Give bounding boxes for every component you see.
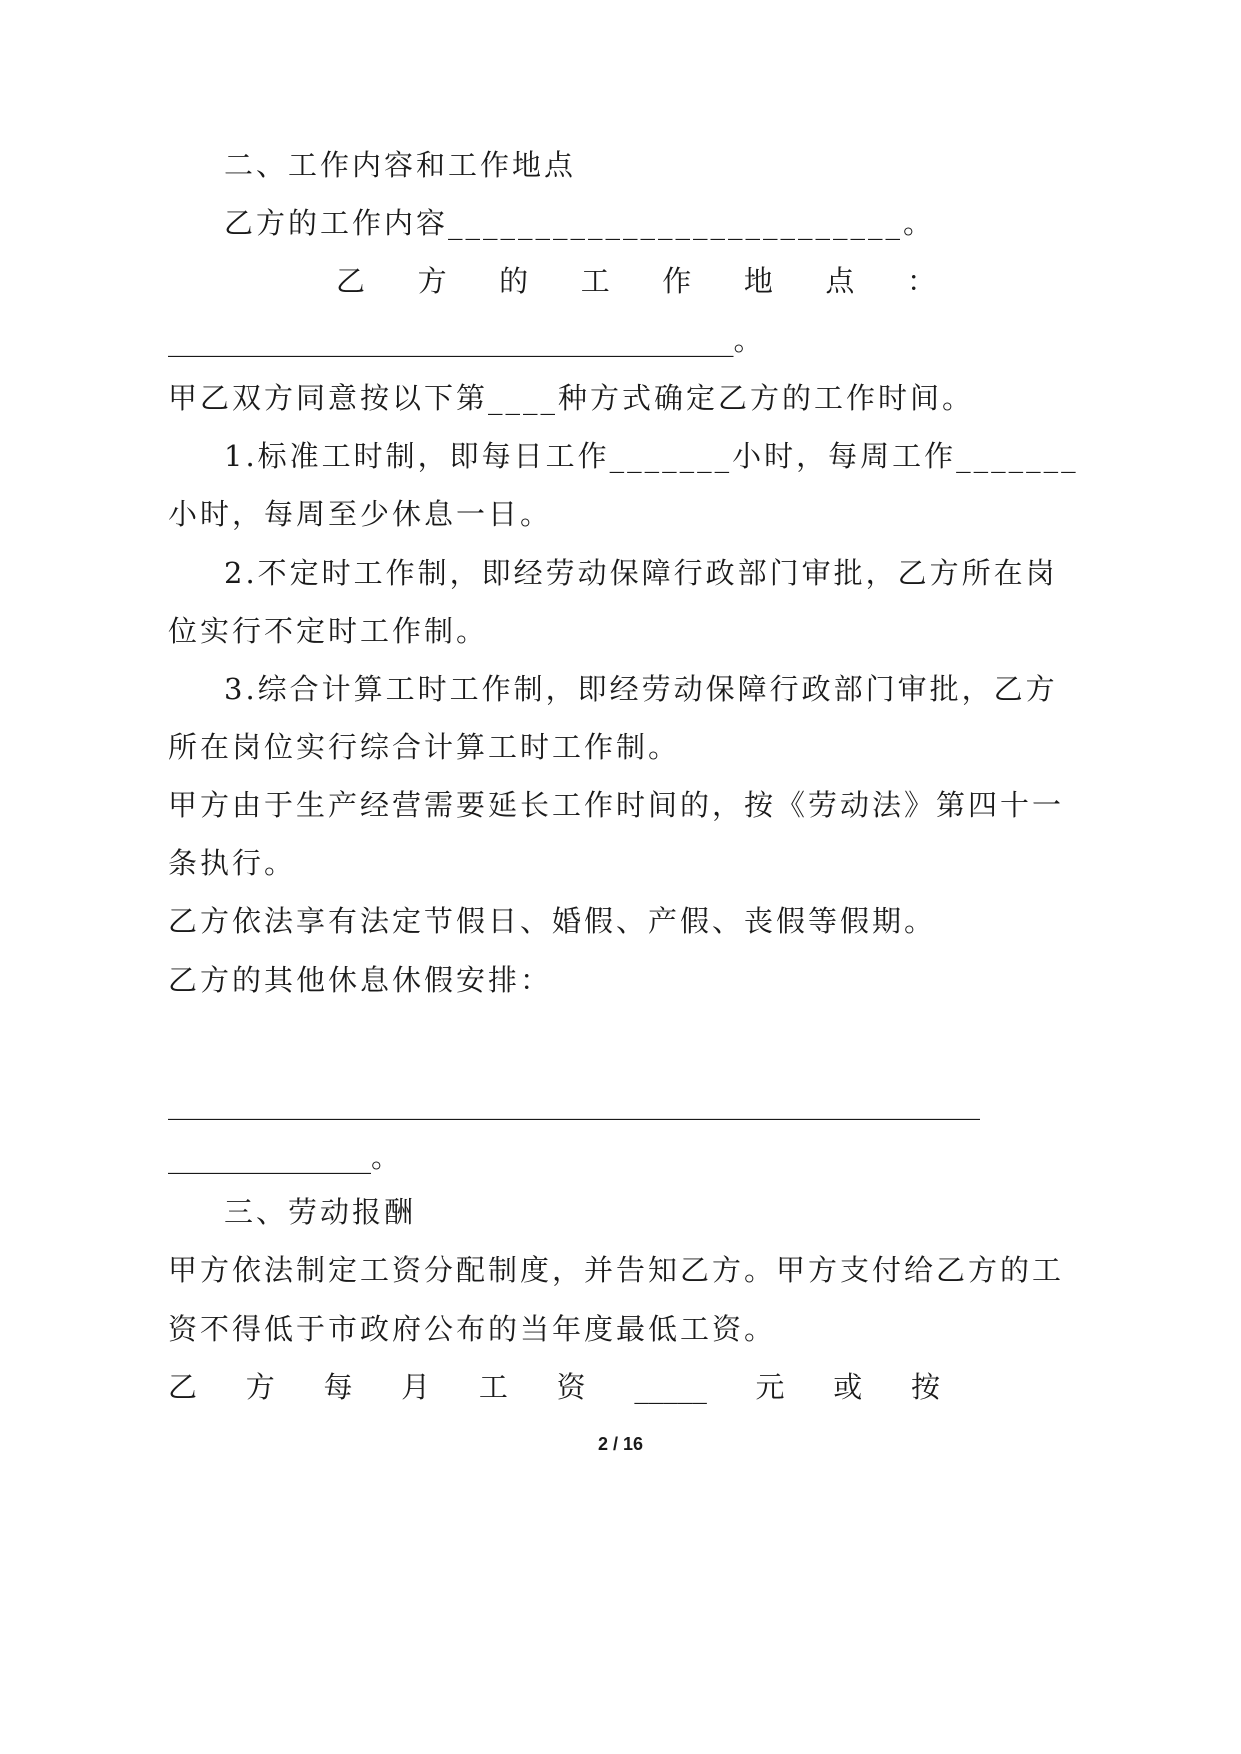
char: 的 <box>499 264 529 298</box>
char: 乙 <box>168 1370 198 1404</box>
monthly-wage-line <box>168 1367 940 1407</box>
wage-line-1: 甲方依法制定工资分配制度，并告知乙方。甲方支付给乙方的工 <box>168 1253 1065 1287</box>
page-number: 2 / 16 <box>597 1434 644 1454</box>
item-1-line-1: 1.标准工时制，即每日工作_______小时，每周工作_______ <box>224 439 1079 473</box>
work-content-line: 乙方的工作内容__________________________。 <box>224 206 936 240</box>
char: 按 <box>910 1370 940 1404</box>
blank-line-short: ______________。 <box>168 1140 401 1174</box>
wage-blank: _____ <box>634 1370 707 1404</box>
char: 月 <box>401 1370 431 1404</box>
char: 地 <box>743 264 773 298</box>
item-3-line-2: 所在岗位实行综合计算工时工作制。 <box>168 730 681 764</box>
char: 乙 <box>336 264 366 298</box>
char: 元 <box>755 1370 785 1404</box>
overtime-line-1: 甲方由于生产经营需要延长工作时间的，按《劳动法》第四十一 <box>168 788 1065 822</box>
wage-line-2: 资不得低于市政府公布的当年度最低工资。 <box>168 1312 777 1346</box>
char: 工 <box>580 264 610 298</box>
holidays-line: 乙方依法享有法定节假日、婚假、产假、丧假等假期。 <box>168 904 937 938</box>
section-heading-work: 二、工作内容和工作地点 <box>224 148 577 182</box>
overtime-line-2: 条执行。 <box>168 846 297 880</box>
char: 方 <box>245 1370 275 1404</box>
char: 作 <box>662 264 692 298</box>
char: 每 <box>323 1370 353 1404</box>
char: 或 <box>833 1370 863 1404</box>
item-3-line-1: 3.综合计算工时工作制，即经劳动保障行政部门审批，乙方 <box>224 672 1058 706</box>
char: 工 <box>478 1370 508 1404</box>
item-2-line-1: 2.不定时工作制，即经劳动保障行政部门审批，乙方所在岗 <box>224 556 1058 590</box>
work-place-blank: _______________________________________。 <box>168 323 763 357</box>
section-heading-pay: 三、劳动报酬 <box>224 1195 417 1229</box>
work-place-label <box>336 261 936 301</box>
blank-line-long: ________________________________________________________ <box>168 1086 980 1120</box>
char: 方 <box>417 264 447 298</box>
char: 资 <box>556 1370 586 1404</box>
char: ： <box>906 264 936 298</box>
item-1-line-2: 小时，每周至少休息一日。 <box>168 497 553 531</box>
item-2-line-2: 位实行不定时工作制。 <box>168 614 489 648</box>
other-rest-line: 乙方的其他休息休假安排： <box>168 963 553 997</box>
char: 点 <box>825 264 855 298</box>
hours-method-line: 甲乙双方同意按以下第____种方式确定乙方的工作时间。 <box>168 381 975 415</box>
